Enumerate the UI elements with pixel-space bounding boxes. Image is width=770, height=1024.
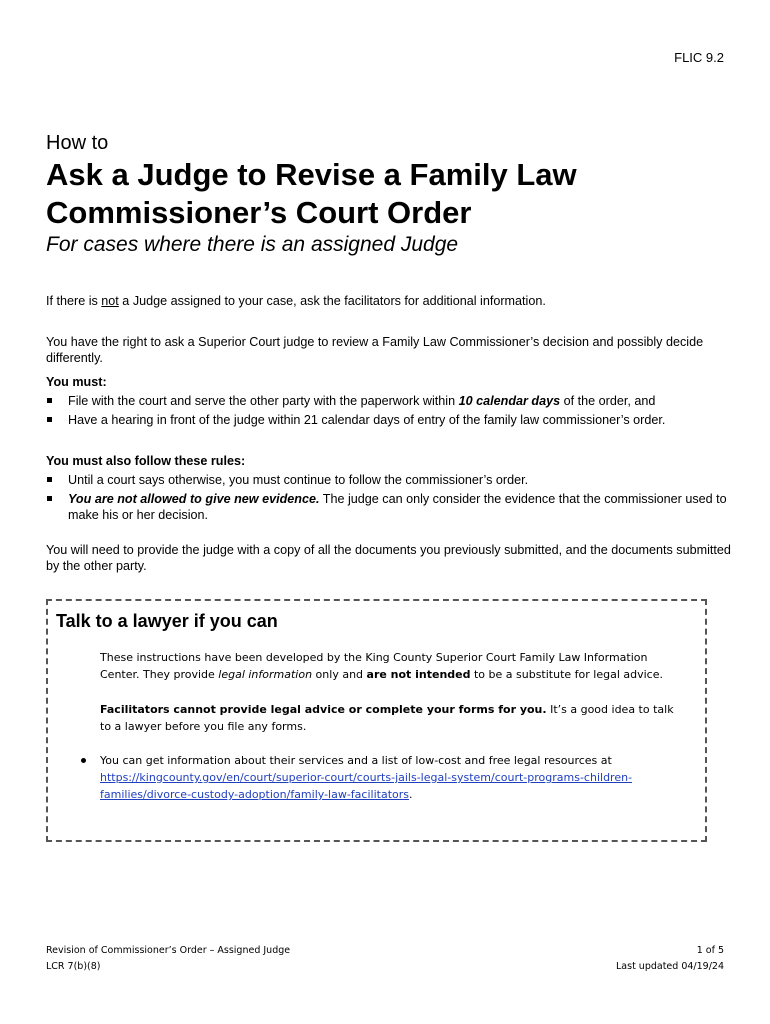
page-subtitle: For cases where there is an assigned Judge [46, 233, 459, 256]
facilitators-link[interactable]: https://kingcounty.gov/en/court/superior-court/courts-jails-legal-system/court-programs-children-families/divorce-custody-adoption/family-law-facilitators [100, 771, 633, 801]
box-paragraph-1 [100, 649, 675, 683]
you-must-section [46, 374, 736, 431]
box-bullet-item [100, 752, 675, 803]
list-item [46, 472, 736, 488]
p1-underlined-word: not [101, 294, 119, 308]
box-title: Talk to a lawyer if you can [56, 611, 278, 631]
footer-document-title: Revision of Commissioner’s Order – Assigned Judge [46, 945, 291, 956]
item-text: of the order, and [560, 394, 656, 408]
item-text: The judge can only consider the evidence that the commissioner used to make his or her decision. [68, 492, 727, 522]
box-text: You can get information about their services and a list of low-cost and free legal resources at [100, 754, 612, 767]
p1-text-before: If there is [46, 294, 102, 308]
intro-paragraph-1 [46, 293, 736, 309]
item-text: Until a court says otherwise, you must continue to follow the commissioner’s order. [68, 473, 529, 487]
box-text: only and [312, 668, 367, 681]
footer-page-number: 1 of 5 [696, 945, 724, 956]
box-italic-text: legal information [218, 668, 313, 681]
square-bullet-icon [47, 398, 52, 403]
box-bold-text: Facilitators cannot provide legal advice or complete your forms for you. [100, 703, 547, 716]
list-item [46, 412, 736, 428]
footer-rule-code: LCR 7(b)(8) [46, 961, 101, 972]
square-bullet-icon [47, 477, 52, 482]
box-text: It’s a good idea to talk to a lawyer before you file any forms. [100, 703, 674, 733]
footer-right [616, 943, 724, 975]
page-title: Ask a Judge to Revise a Family Law Commissioner’s Court Order [46, 157, 577, 230]
box-bold-text: are not intended [366, 668, 471, 681]
p1-text-after: a Judge assigned to your case, ask the facilitators for additional information. [118, 294, 546, 308]
item-emphasis: You are not allowed to give new evidence. [68, 492, 320, 506]
also-follow-section [46, 453, 736, 526]
closing-paragraph: You will need to provide the judge with a copy of all the documents you previously submitted, and the documents submitted by the other party. [46, 543, 731, 573]
form-code: FLIC 9.2 [674, 50, 724, 65]
square-bullet-icon [47, 417, 52, 422]
footer-last-updated: Last updated 04/19/24 [616, 961, 724, 972]
box-text: . [409, 788, 413, 801]
list-item [46, 393, 736, 409]
how-to-label: How to [46, 132, 109, 154]
lawyer-info-box [46, 599, 707, 842]
box-text: These instructions have been developed by the King County Superior Court Family Law Information Center. They provide [100, 651, 648, 681]
box-text: to be a substitute for legal advice. [470, 668, 663, 681]
square-bullet-icon [47, 496, 52, 501]
also-follow-list [46, 472, 736, 523]
you-must-heading: You must: [46, 375, 107, 389]
intro-paragraph-2: You have the right to ask a Superior Court judge to review a Family Law Commissioner’s decision and possibly decide differently. [46, 335, 704, 365]
you-must-list [46, 393, 736, 428]
round-bullet-icon [81, 758, 86, 763]
item-text: Have a hearing in front of the judge within 21 calendar days of entry of the family law commissioner’s order. [68, 413, 666, 427]
item-emphasis: 10 calendar days [458, 394, 561, 408]
item-text: File with the court and serve the other party with the paperwork within [68, 394, 459, 408]
list-item [46, 491, 736, 523]
box-paragraph-2 [100, 701, 675, 735]
footer-left [46, 943, 290, 975]
also-follow-heading: You must also follow these rules: [46, 454, 246, 468]
